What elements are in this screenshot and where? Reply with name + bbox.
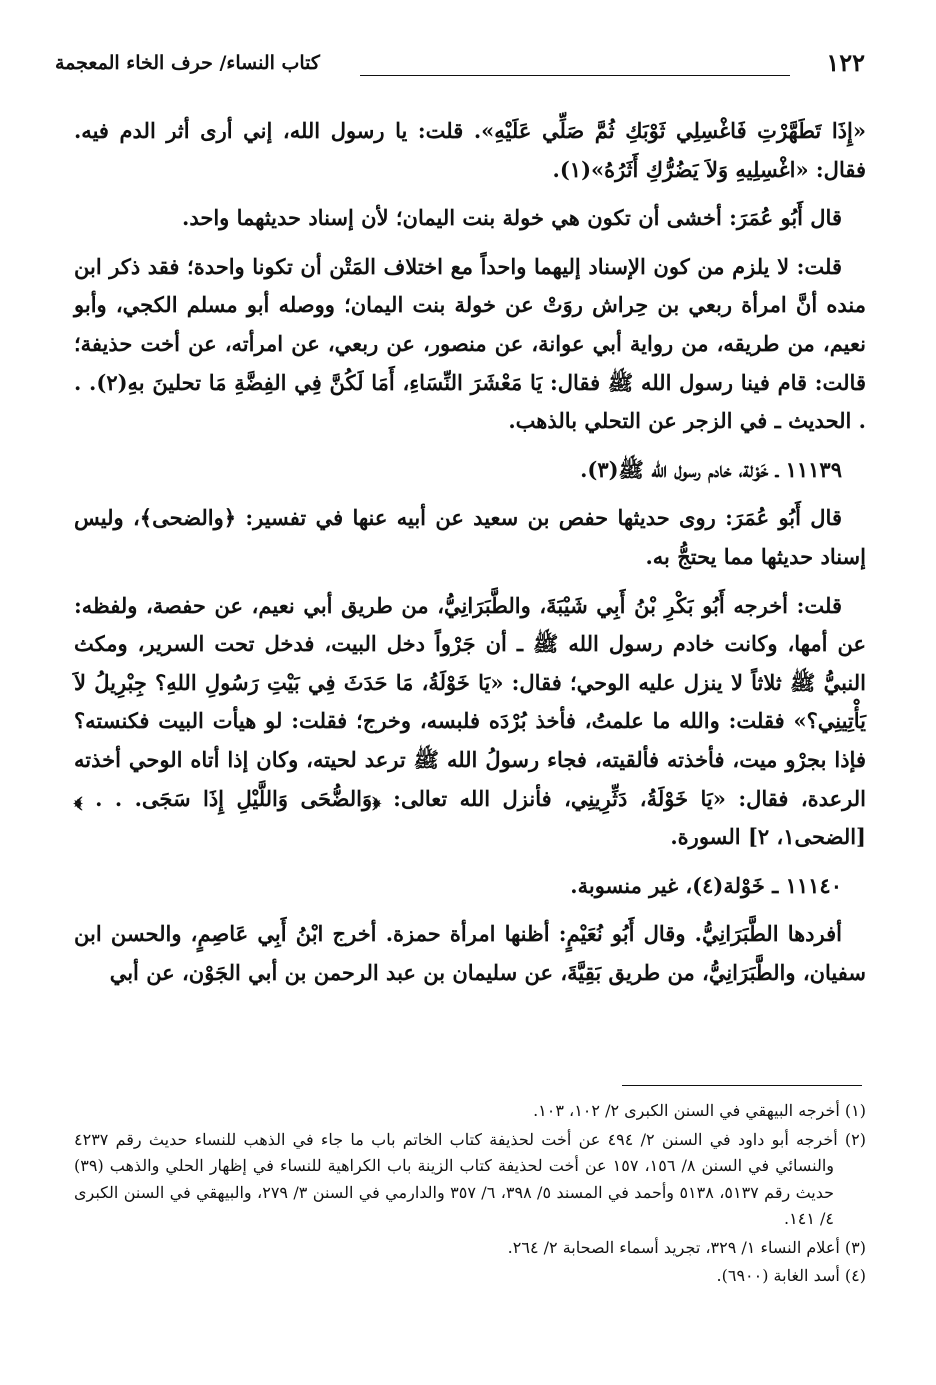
- page-number: ١٢٢: [826, 48, 865, 77]
- footnote-separator: [622, 1085, 862, 1086]
- footnote-2: (٢) أخرجه أبو داود في السنن ٢/ ٤٩٤ عن أخت لحذيفة كتاب الخاتم باب ما جاء في الذهب للنساء حديث رقم ٤٢٣٧ والنسائي في السنن ٨/ ١٥٦، ١٥٧ عن أخت لحذيفة كتاب الزينة باب الكراهية للنساء في إظهار الحلي والذهب (٣٩) حديث رقم ٥١٣٧، ٥١٣٨ وأحمد في المسند ٥/ ٣٩٨، ٦/ ٣٥٧ والدارمي في السنن ٣/ ٢٧٩، والبيهقي في السنن الكبرى ٤/ ١٤١.: [74, 1129, 867, 1228]
- header-rule: [360, 75, 790, 76]
- entry-heading-11140: ١١١٤٠ ـ خَوْلة(٤)، غير منسوبة.: [570, 872, 842, 898]
- footnote-1: (١) أخرجه البيهقي في السنن الكبرى ٢/ ١٠٢، ١٠٣.: [533, 1101, 866, 1120]
- paragraph-author-note: قلت: لا يلزم من كون الإسناد إليهما واحداً مع اختلاف المَتْن أن تكونا واحدة؛ فقد ذكر ابن منده أنَّ امرأة ربعي بن حِراش روَتْ عن خولة بنت اليمان؛ ووصله أبو مسلم الكجي، وأبو نعيم، من طريقه، من رواية أبي عوانة، عن منصور، عن ربعي، عن امرأته، عن أخت حذيفة؛ قالت: قام فينا رسول الله ﷺ فقال: يَا مَعْشَرَ النِّسَاءِ، أَمَا لَكُنَّ فِي الفِضَّةِ مَا تحلينَ بهِ(٢). . . الحديث ـ في الزجر عن التحلي بالذهب.: [74, 253, 866, 434]
- footnote-4: (٤) أسد الغابة (٦٩٠٠).: [716, 1266, 866, 1285]
- footnote-3: (٣) أعلام النساء ١/ ٣٢٩، تجريد أسماء الصحابة ٢/ ٢٦٤.: [507, 1237, 866, 1257]
- main-text: [74, 112, 866, 1002]
- paragraph-author-takhrij: قلت: أخرجه أَبُو بَكْرِ بْنُ أَبِي شَيْبَةَ، والطَّبَرَانِيُّ، من طريق أبي نعيم، عن حفصة، ولفظه: عن أمها، وكانت خادم رسول الله ﷺ ـ أن جَرْواً دخل البيت، فدخل تحت السرير، ومكث النبيُّ ﷺ ثلاثاً لا ينزل عليه الوحي؛ فقال: «يَا خَوْلَةُ، مَا حَدَثَ فِي بَيْتِ رَسُولِ اللهِ؟ جِبْرِيلُ لاَ يَأْتِينِي؟» فقلت: والله ما علمتُ، فأخذ بُرْدَه فلبسه، وخرج؛ فقلت: لو هيأت البيت فكنسته؟ فإذا بجرْو ميت، فأخذته فألقيته، فجاء رسولُ الله ﷺ ترعد لحيته، وكان إذا أتاه الوحي أخذته الرعدة، فقال: «يَا خَوْلَةُ، دَثِّرِينِي، فأنزل الله تعالى: ﴿وَالضُّحَى وَاللَّيْلِ إِذَا سَجَى. . . ﴾ [الضحى١، ٢] السورة.: [74, 592, 866, 850]
- paragraph-tabarani: أفردها الطَّبَرَانِيُّ. وقال أَبُو نُعَيْمٍ: أظنها امرأة حمزة. أخرج ابْنُ أَبِي عَاصِمٍ، والحسن ابن سفيان، والطَّبَرَانِيُّ، من طريق بَقِيَّةَ، عن سليمان بن عبد الرحمن بن أبي الجَوْن، عن أبي: [74, 921, 866, 985]
- running-title: كتاب النساء/ حرف الخاء المعجمة: [55, 52, 320, 74]
- running-header: [55, 48, 865, 88]
- paragraph-abu-umar-tafsir: قال أَبُو عُمَرَ: روى حديثها حفص بن سعيد عن أبيه عنها في تفسير: ﴿والضحى﴾، وليس إسناد حديثها مما يحتجُّ به.: [74, 505, 866, 569]
- paragraph-abu-umar-comment: قال أَبُو عُمَرَ: أخشى أن تكون هي خولة بنت اليمان؛ لأن إسناد حديثهما واحد.: [182, 205, 842, 231]
- entry-heading-11139: ١١١٣٩ ـ خَوْلة، خادم رسول الله ﷺ(٣).: [580, 456, 842, 482]
- paragraph-hadith-continuation: «إِذَا تَطَهَّرْتِ فَاغْسِلِي ثَوْبَكِ ثُمَّ صَلِّي عَلَيْهِ». قلت: يا رسول الله، إني أرى أثر الدم فيه. فقال: «اغْسِلِيهِ وَلاَ يَضُرُّكِ أَثَرُهُ»(١).: [74, 118, 866, 182]
- footnotes: [74, 1098, 866, 1292]
